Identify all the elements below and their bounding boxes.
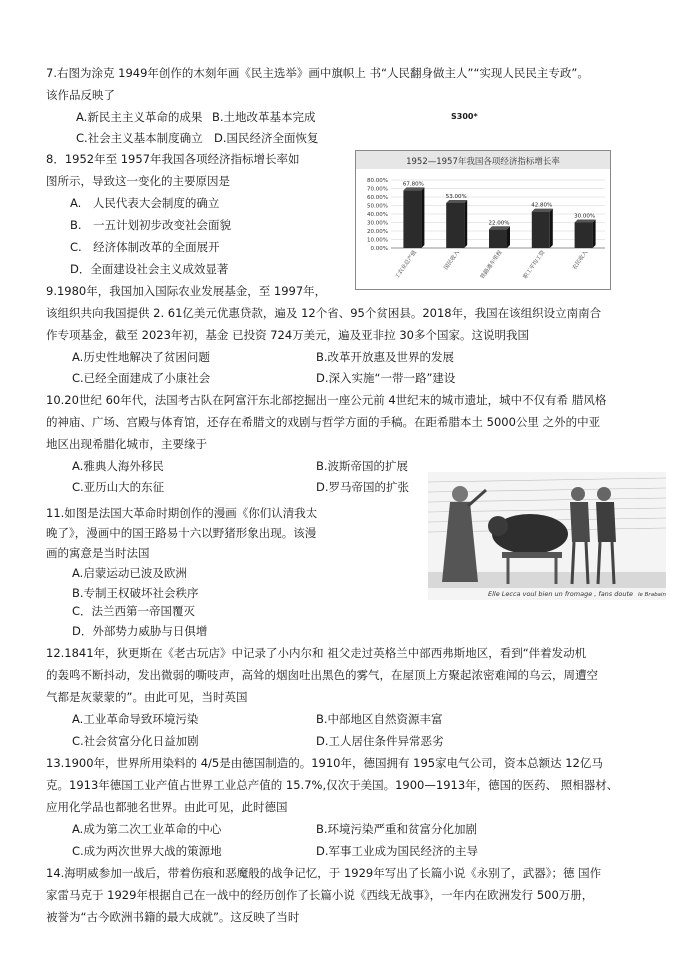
q10-stem-line2: 的神庙、广场、宫殿与体育馆，还存在希腊文的戏剧与哲学方面的手稿。在距希腊本土 5000公里 之外的中亚 [46,415,601,429]
y-tick-label: 20.00% [367,229,388,235]
q10-stem-line1: 10.20世纪 60年代，法国考古队在阿富汗东北部挖掘出一座公元前 4世纪末的城市遗址，城中不仅有希 腊风格 [46,393,607,407]
q10-stem-line3: 地区出现希腊化城市，主要缘于 [46,437,207,451]
bar-top [489,226,510,229]
bar-农民收入 [575,223,593,249]
q8-option-d: D．全面建设社会主义成效显著 [70,262,229,276]
bar-data-label: 67.80% [402,181,424,188]
q12-stem-line1: 12.1841年，狄更斯在《老古玩店》中记录了小内尔和 祖父走过英格兰中部西弗斯地区，看到“伴着发动机 [46,646,587,660]
q11-option-d: D．外部势力威胁与日俱增 [72,624,208,638]
q12-option-a: A.工业革命导致环境污染 [72,712,199,726]
bar-data-label: 22.00% [488,220,510,227]
q7-option-d: D.国民经济全面恢复 [214,131,319,145]
q7-option-a: A.新民主主义革命的成果 [76,110,203,124]
q13-option-d: D.军事工业成为国民经济的主导 [316,844,479,858]
cartoon-signature: le Brabain [638,592,666,598]
revolution-cartoon [428,472,666,600]
bar-side [507,226,510,248]
bar-side [550,209,553,248]
q12-stem-line2: 的轰鸣不断抖动，发出微弱的嘶吱声，高耸的烟囱吐出黑色的雾气，在屋顶上方聚起浓密难闻的乌云，周遭空 [46,668,598,682]
growth-chart-svg [355,150,611,290]
q7-stem-line2: 该作品反映了 [46,88,115,102]
q9-option-b: B.改革开放惠及世界的发展 [316,350,455,364]
q13-option-c: C.成为两次世界大战的策源地 [72,844,222,858]
q8-stem-line2: 图所示，导致这一变化的主要原因是 [46,174,230,188]
q8-option-a: A. 人民代表大会制度的确立 [70,196,220,210]
q9-option-d: D.深入实施“一带一路”建设 [316,371,456,385]
bar-data-label: 30.00% [574,213,596,220]
q7-option-b: B.土地改革基本完成 [212,110,316,124]
category-label: 工农业总产值 [394,249,419,281]
bar-top [532,209,553,212]
q9-option-c: C.已经全面建成了小康社会 [72,371,211,385]
q10-option-b: B.波斯帝国的扩展 [316,459,409,473]
q9-stem-line3: 作专项基金，截至 2023年初，基金 已投资 724万美元，遍及亚非拉 30多个国家。这说明我国 [46,328,529,342]
bar-side [464,200,467,248]
bar-铁路通车里程 [489,229,507,248]
q9-option-a: A.历史性地解决了贫困问题 [72,350,210,364]
q7-image-mark: S300* [451,112,478,121]
q11-stem-line2: 晚了》，漫画中的国王路易十六以野猪形象出现。该漫 [46,526,317,540]
q14-stem-line2: 家雷马克于 1929年根据自己在一战中的经历创作了长篇小说《西线无战事》，一年内在欧洲发行 500万册， [46,888,594,902]
bar-side [593,220,596,249]
y-tick-label: 0.00% [370,246,388,252]
q11-option-a: A.启蒙运动已波及欧洲 [72,566,187,580]
category-label: 农民收入 [571,249,590,272]
q9-stem-line2: 该组织共向我国提供 2. 61亿美元优惠贷款，遍及 12个省、95个贫困县。2018年，我国在该组织设立南南合 [46,306,602,320]
bar-工农业总产值 [403,190,421,248]
q12-option-c: C.社会贫富分化日益加剧 [72,734,199,748]
y-tick-label: 60.00% [367,195,388,201]
q7-option-c: C.社会主义基本制度确立 [76,131,203,145]
q12-stem-line3: 气都是灰蒙蒙的”。由此可见，当时英国 [46,690,248,704]
q11-stem-line1: 11.如图是法国大革命时期创作的漫画《你们认清我太 [46,506,318,520]
q12-option-d: D.工人居住条件异常恶劣 [316,734,444,748]
q8-stem-line1: 8．1952年至 1957年我国各项经济指标增长率如 [46,152,300,166]
q13-stem-line3: 应用化学品也都驰名世界。由此可见，此时德国 [46,800,288,814]
q11-option-b: B.专制王权破坏社会秩序 [72,586,199,600]
cartoon-caption: Elle Lecca voul bien un fromage , fans doute [488,590,634,598]
q12-option-b: B.中部地区自然资源丰富 [316,712,443,726]
q9-stem-line1: 9.1980年，我国加入国际农业发展基金，至 1997年， [46,284,327,298]
category-label: 职工平均工资 [522,249,547,281]
bar-top [575,220,596,223]
q13-option-a: A.成为第二次工业革命的中心 [72,822,222,836]
bar-top [403,187,424,190]
q10-option-d: D.罗马帝国的扩张 [316,480,410,494]
bar-data-label: 53.00% [445,193,467,200]
bar-top [446,200,467,203]
category-label: 国民收入 [443,249,461,272]
q8-option-b: B. 一五计划初步改变社会面貌 [70,218,232,232]
q13-option-b: B.环境污染严重和贫富分化加剧 [316,822,478,836]
growth-chart [355,150,611,290]
bar-side [421,187,424,248]
y-tick-label: 80.00% [367,178,388,184]
category-label: 铁路通车里程 [479,249,504,281]
q13-stem-line1: 13.1900年，世界所用染料的 4/5是由德国制造的。1910年，德国拥有 195家电气公司，资本总额达 12亿马 [46,756,603,770]
q10-option-c: C.亚历山大的东征 [72,480,165,494]
q11-stem-line3: 画的寓意是当时法国 [46,546,150,560]
chart-title: 1952—1957年我国各项经济指标增长率 [406,157,560,167]
y-tick-label: 10.00% [367,237,388,244]
cartoon-illustration [428,472,666,600]
y-tick-label: 40.00% [367,212,388,218]
q11-option-c: C．法兰西第一帝国覆灭 [72,604,196,618]
y-tick-label: 30.00% [367,220,388,227]
bar-国民收入 [446,203,464,248]
q14-stem-line1: 14.海明威参加一战后，带着伤痕和恶魔般的战争记忆，于 1929年写出了长篇小说《永别了，武器》；德 国作 [46,866,602,880]
q7-stem-line1: 7.右图为涂克 1949年创作的木刻年画《民主选举》画中旗帜上 书“人民翻身做主人”“实现人民民主专政”。 [46,66,589,80]
y-tick-label: 70.00% [367,186,388,193]
bar-职工平均工资 [532,212,550,248]
bar-data-label: 42.80% [531,202,553,209]
y-tick-label: 50.00% [367,203,388,210]
q14-stem-line3: 被誉为“古今欧洲书籍的最大成就”。这反映了当时 [46,910,300,924]
q10-option-a: A.雅典人海外移民 [72,459,164,473]
q13-stem-line2: 克。1913年德国工业产值占世界工业总产值的 15.7%,仅次于美国。1900—1913年，德国的医药、 照相器材、 [46,778,619,792]
q8-option-c: C. 经济体制改革的全面展开 [70,240,220,254]
